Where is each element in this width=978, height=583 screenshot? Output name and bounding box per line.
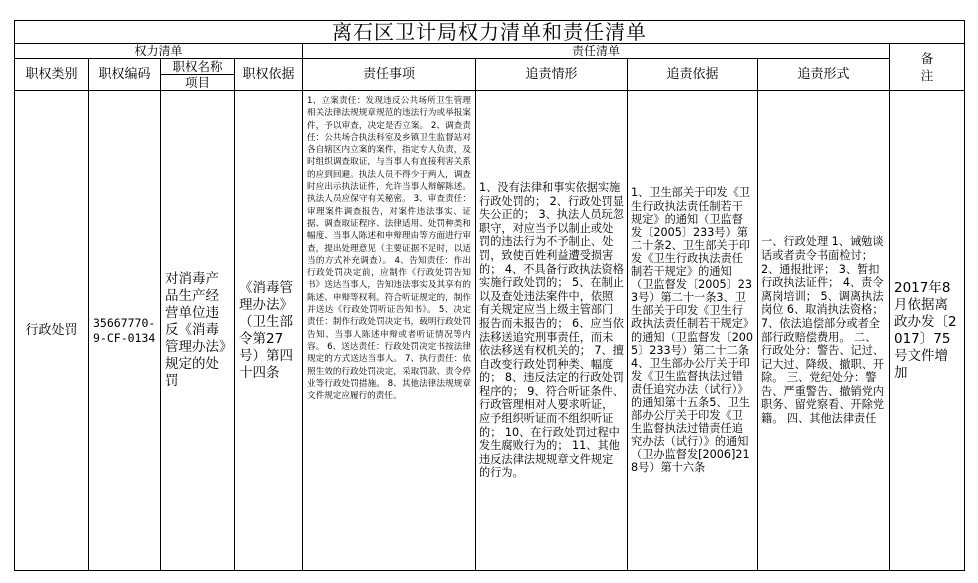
code-cell: 35667770-9-CF-0134 bbox=[89, 91, 161, 571]
remark-cell: 2017年8月依据离政办发〔2017〕75号文件增加 bbox=[890, 91, 965, 571]
name-header-top: 职权名称 bbox=[161, 59, 235, 75]
remark-header-text: 备注 bbox=[920, 51, 934, 83]
table-row bbox=[15, 91, 965, 571]
power-list-group-header: 权力清单 bbox=[15, 44, 303, 59]
circumstance-header: 追责情形 bbox=[476, 59, 628, 91]
remark-header bbox=[890, 44, 965, 91]
duty-cell: 1、立案责任：发现违反公共场所卫生管理相关法律法规规章规范的违法行为或举报案件，予以审查，决定是否立案。 2、调查责任：公共场合执法科室及乡镇卫生监督站对各自辖区内立案的案件，指定专人负责，及时组织调查取证，与当事人有直接利害关系的应到回避。执法人员不得少于两人，调查时应出示执法证件，允许当事人辩解陈述。执法人员应保守有关秘密。 3、审查责任：审理案件调查报告，对案件违法事实、证据、调查取证程序、法律适用、处罚种类和幅度、当事人陈述和申辩理由等方面进行审查，提出处理意见（主要证据不足时，以适当的方式补充调查）。 4、告知责任：作出行政处罚决定前，应制作《行政处罚告知书》送达当事人，告知违法事实及其享有的陈述、申辩等权利。符合听证规定的，制作并送达《行政处罚听证告知书》。 5、决定责任：制作行政处罚决定书，载明行政处罚告知、当事人陈述申辩或者听证情况等内容。 6、送达责任：行政处罚决定书按法律规定的方式送达当事人。 7、执行责任：依照生效的行政处罚决定，采取罚款、责令停业等行政处罚措施。 8、其他法律法规规章文件规定应履行的责任。 bbox=[303, 91, 476, 571]
code-header: 职权编码 bbox=[89, 59, 161, 91]
form-header: 追责形式 bbox=[758, 59, 890, 91]
responsibility-list-group-header: 责任清单 bbox=[303, 44, 890, 59]
accountability-basis-header: 追责依据 bbox=[628, 59, 758, 91]
basis-cell: 《消毒管理办法》（卫生部令第27号）第四十四条 bbox=[235, 91, 303, 571]
table-title: 离石区卫计局权力清单和责任清单 bbox=[15, 21, 965, 44]
name-cell: 对消毒产品生产经营单位违反《消毒管理办法》规定的处罚 bbox=[161, 91, 235, 571]
category-header: 职权类别 bbox=[15, 59, 89, 91]
power-responsibility-table bbox=[14, 20, 965, 571]
accountability-basis-cell: 1、卫生部关于印发《卫生行政执法责任制若干规定》的通知（卫监督发〔2005〕233号）第二十条2、卫生部关于印发《卫生行政执法责任制若干规定》的通知（卫监督发〔2005〕233号）第二十一条3、卫生部关于印发《卫生行政执法责任制若干规定》的通知（卫监督发〔2005〕233号）第二十二条4、卫生部办公厅关于印发《卫生监督执法过错责任追究办法（试行）》的通知第十五条5、卫生部办公厅关于印发《卫生监督执法过错责任追究办法（试行）》的通知（卫办监督发[2006]218号）第十六条 bbox=[628, 91, 758, 571]
category-cell: 行政处罚 bbox=[15, 91, 89, 571]
circumstance-cell: 1、没有法律和事实依据实施行政处罚的； 2、行政处罚显失公正的； 3、执法人员玩忽职守，对应当予以制止或处罚的违法行为不予制止、处罚，致使百姓利益遭受损害的； 4、不具备行政执法资格实施行政处罚的； 5、在制止以及查处违法案件中，依照有关规定应当上级主管部门报告而未报告的； 6、应当依法移送追究刑事责任，而未依法移送有权机关的； 7、擅自改变行政处罚种类、幅度的； 8、违反法定的行政处罚程序的； 9、符合听证条件、行政管理相对人要求听证，应予组织听证而不组织听证的； 10、在行政处罚过程中发生腐败行为的； 11、其他违反法律法规规章文件规定的行为。 bbox=[476, 91, 628, 571]
duty-header: 责任事项 bbox=[303, 59, 476, 91]
form-cell: 一、行政处理 1、诫勉谈话或者责令书面检讨； 2、通报批评； 3、暂扣行政执法证件； 4、责令离岗培训； 5、调离执法岗位 6、取消执法资格； 7、依法追偿部分或者全部行政赔偿费用。 二、行政处分：警告、记过、记大过、降级、撤职、开除。 三、党纪处分：警告、严重警告、撤销党内职务、留党察看、开除党籍。 四、其他法律责任 bbox=[758, 91, 890, 571]
name-header-bottom: 项目 bbox=[161, 75, 235, 91]
basis-header: 职权依据 bbox=[235, 59, 303, 91]
